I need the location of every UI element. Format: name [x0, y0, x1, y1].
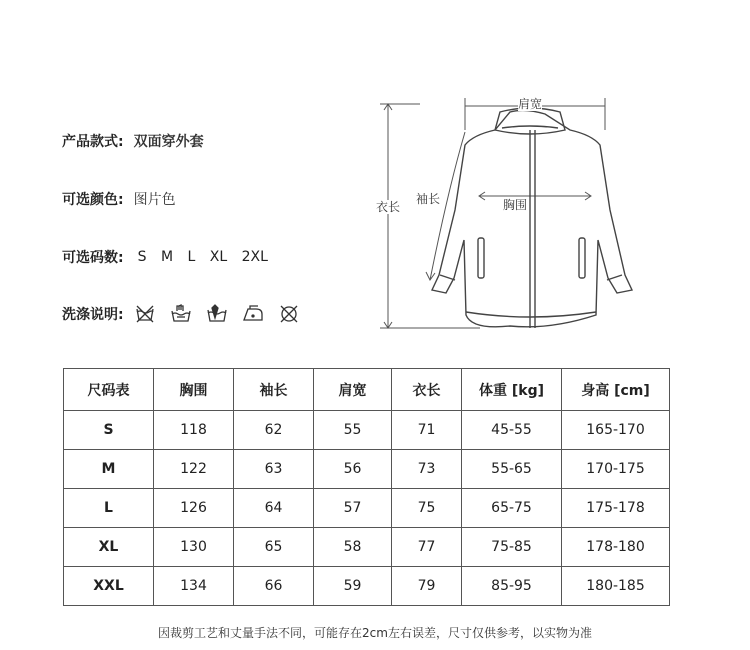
height-cell: 170-175: [562, 450, 670, 489]
sizes-label: 可选码数:: [62, 250, 124, 266]
wash-row: [62, 303, 300, 325]
size-option: S: [137, 249, 147, 265]
shoulder-label: 肩宽: [518, 97, 543, 111]
no-wash-icon: [134, 303, 156, 325]
measurement-disclaimer: 因裁剪工艺和丈量手法不同，可能存在2cm左右误差，尺寸仅供参考，以实物为准: [158, 626, 592, 640]
chest-cell: 134: [154, 567, 234, 606]
color-value: 图片色: [133, 192, 176, 208]
color-label: 可选颜色:: [62, 192, 124, 208]
height-cell: 180-185: [562, 567, 670, 606]
chest-label: 胸围: [503, 198, 528, 212]
header-size: 尺码表: [64, 369, 154, 411]
shoulder-cell: 55: [314, 411, 392, 450]
weight-cell: 55-65: [462, 450, 562, 489]
size-cell: L: [64, 489, 154, 528]
sizes-row: [62, 247, 278, 267]
table-row: [64, 489, 670, 528]
length-cell: 71: [392, 411, 462, 450]
sleeve-cell: 66: [234, 567, 314, 606]
table-header-row: [64, 369, 670, 411]
size-option: 2XL: [241, 249, 268, 265]
length-label: 衣长: [376, 200, 401, 214]
height-cell: 165-170: [562, 411, 670, 450]
product-style-row: [62, 131, 204, 151]
header-shoulder: 肩宽: [314, 369, 392, 411]
sleeve-cell: 62: [234, 411, 314, 450]
chest-cell: 130: [154, 528, 234, 567]
chest-cell: 122: [154, 450, 234, 489]
sleeve-cell: 64: [234, 489, 314, 528]
height-cell: 178-180: [562, 528, 670, 567]
header-height: 身高 [cm]: [562, 369, 670, 411]
length-cell: 77: [392, 528, 462, 567]
size-cell: XL: [64, 528, 154, 567]
chest-cell: 118: [154, 411, 234, 450]
length-cell: 75: [392, 489, 462, 528]
jacket-measurement-diagram: [360, 90, 660, 340]
table-row: [64, 567, 670, 606]
weight-cell: 45-55: [462, 411, 562, 450]
sizes-list: [138, 249, 278, 265]
sleeve-label: 袖长: [416, 192, 441, 206]
size-cell: XXL: [64, 567, 154, 606]
shoulder-cell: 58: [314, 528, 392, 567]
table-row: [64, 528, 670, 567]
color-row: [62, 189, 176, 209]
wash-icons: [134, 303, 300, 325]
length-cell: 73: [392, 450, 462, 489]
header-sleeve: 袖长: [234, 369, 314, 411]
header-weight: 体重 [kg]: [462, 369, 562, 411]
product-style-value: 双面穿外套: [133, 134, 204, 150]
jacket-illustration: [360, 90, 660, 340]
size-cell: M: [64, 450, 154, 489]
shoulder-cell: 59: [314, 567, 392, 606]
weight-cell: 65-75: [462, 489, 562, 528]
shoulder-cell: 57: [314, 489, 392, 528]
weight-cell: 75-85: [462, 528, 562, 567]
size-option: M: [160, 249, 174, 265]
low-iron-icon: [242, 303, 264, 325]
header-length: 衣长: [392, 369, 462, 411]
chest-cell: 126: [154, 489, 234, 528]
sleeve-cell: 63: [234, 450, 314, 489]
size-option: XL: [209, 249, 228, 265]
hand-wash-icon: [170, 303, 192, 325]
size-option: L: [187, 249, 196, 265]
shoulder-cell: 56: [314, 450, 392, 489]
size-chart-table: [63, 368, 670, 606]
table-row: [64, 411, 670, 450]
no-dryclean-icon: [278, 303, 300, 325]
wash-label: 洗涤说明:: [62, 307, 124, 323]
size-cell: S: [64, 411, 154, 450]
height-cell: 175-178: [562, 489, 670, 528]
wash-30-icon: [206, 303, 228, 325]
header-chest: 胸围: [154, 369, 234, 411]
length-cell: 79: [392, 567, 462, 606]
sleeve-cell: 65: [234, 528, 314, 567]
table-row: [64, 450, 670, 489]
product-style-label: 产品款式:: [62, 134, 124, 150]
weight-cell: 85-95: [462, 567, 562, 606]
